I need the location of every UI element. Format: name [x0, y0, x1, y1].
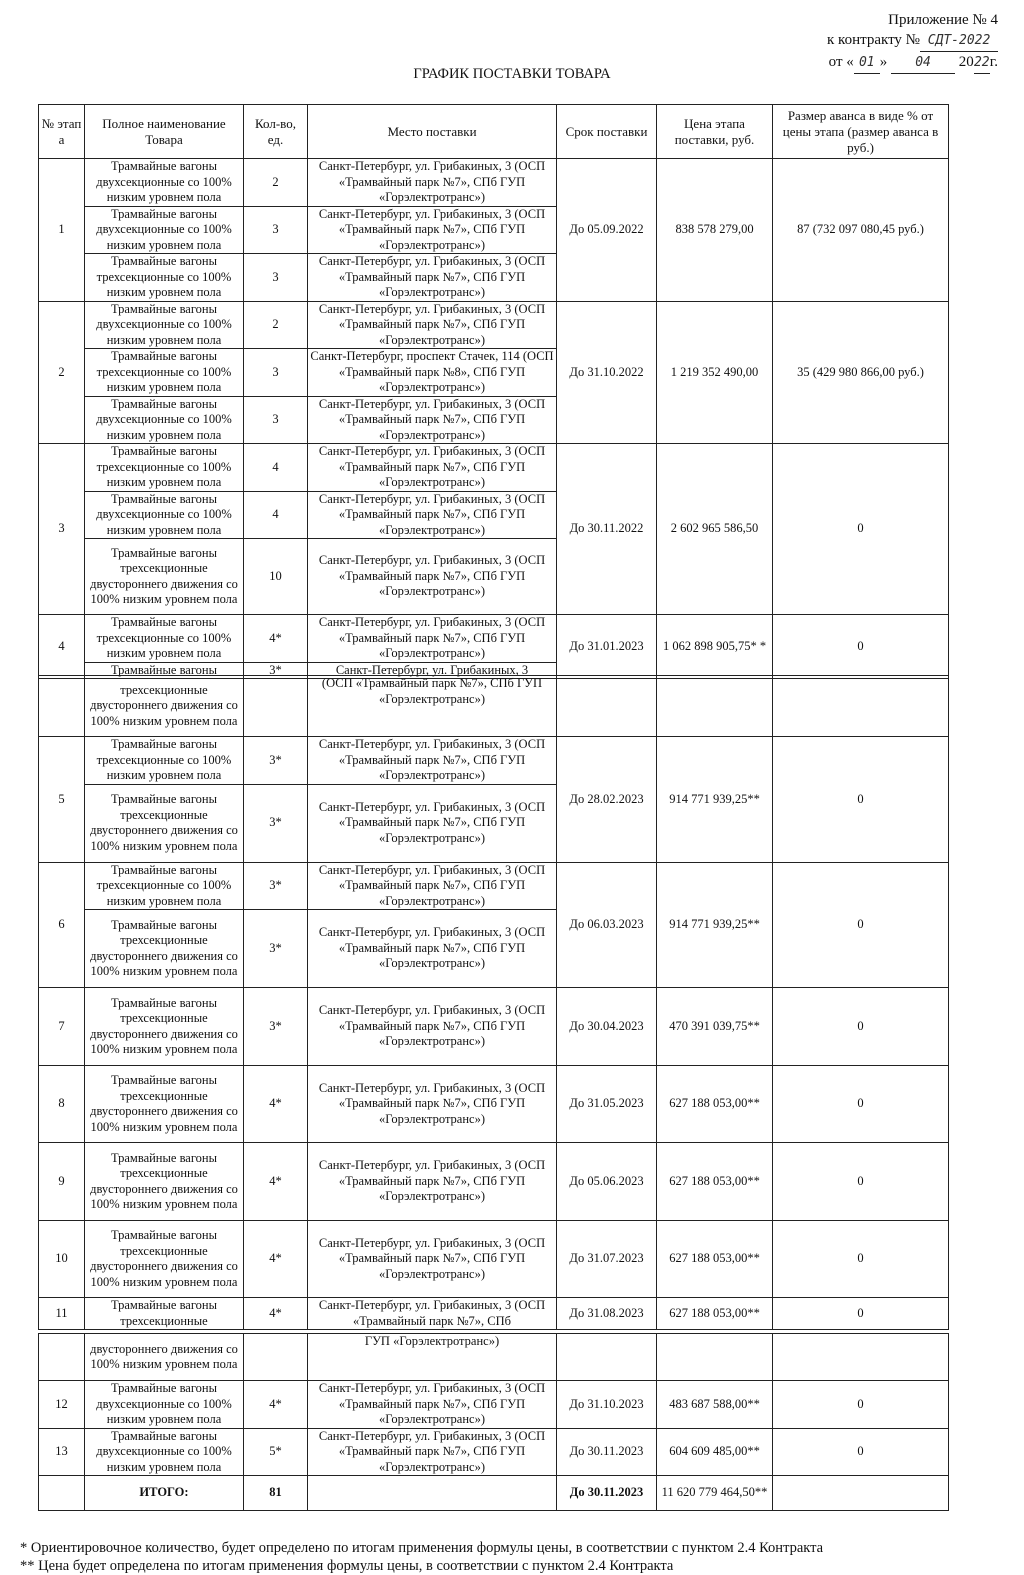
delivery-place: Санкт-Петербург, ул. Грибакиных, 3 (ОСП «Трамвайный парк №7», СПб ГУП «Горэлектротранс»): [308, 539, 557, 615]
stage-advance: 0: [773, 1221, 949, 1298]
total-price: 11 620 779 464,50**: [657, 1476, 773, 1511]
delivery-place: Санкт-Петербург, ул. Грибакиных, 3 (ОСП «Трамвайный парк №7», СПб ГУП «Горэлектротранс»): [308, 615, 557, 663]
stage-price-cont: [657, 676, 773, 737]
delivery-term: До 31.10.2023: [557, 1381, 657, 1429]
stage-advance-cont: [773, 1334, 949, 1381]
table-row: [39, 444, 949, 492]
item-qty: 5*: [244, 1428, 308, 1476]
stage-advance-cont: [773, 676, 949, 737]
stage-number-cont: [39, 676, 85, 737]
item-qty: 4*: [244, 1143, 308, 1221]
item-qty: 3*: [244, 862, 308, 910]
stage-advance: 0: [773, 1143, 949, 1221]
stage-advance: 0: [773, 1428, 949, 1476]
total-empty: [39, 1476, 85, 1511]
delivery-place: Санкт-Петербург, ул. Грибакиных, 3 (ОСП «Трамвайный парк №7», СПб ГУП «Горэлектротранс»): [308, 206, 557, 254]
item-qty: 3*: [244, 784, 308, 862]
stage-price: 914 771 939,25**: [657, 737, 773, 863]
delivery-term: До 31.07.2023: [557, 1221, 657, 1298]
stage-price: 2 602 965 586,50: [657, 444, 773, 615]
table-row: [39, 1381, 949, 1429]
delivery-term: До 05.09.2022: [557, 159, 657, 302]
stage-price: 627 188 053,00**: [657, 1066, 773, 1143]
table-row: [39, 737, 949, 785]
stage-advance: 0: [773, 988, 949, 1066]
col-price: Цена этапа поставки, руб.: [657, 105, 773, 159]
delivery-term: До 28.02.2023: [557, 737, 657, 863]
table-row: [39, 1428, 949, 1476]
delivery-place: Санкт-Петербург, ул. Грибакиных, 3 (ОСП «Трамвайный парк №7», СПб: [308, 1298, 557, 1330]
col-qty: Кол-во, ед.: [244, 105, 308, 159]
stage-advance: 0: [773, 862, 949, 988]
total-label: ИТОГО:: [85, 1476, 244, 1511]
total-term: До 30.11.2023: [557, 1476, 657, 1511]
item-name: Трамвайные вагоны двухсекционные со 100% низким уровнем пола: [85, 1381, 244, 1429]
stage-advance: 0: [773, 444, 949, 615]
item-name: Трамвайные вагоны трехсекционные двустороннего движения со 100% низким уровнем пола: [85, 1221, 244, 1298]
contract-number-handwritten: СДТ-2022: [920, 31, 998, 52]
table-row: [39, 1143, 949, 1221]
stage-price: 1 219 352 490,00: [657, 301, 773, 444]
item-name: двустороннего движения со 100% низким уровнем пола: [85, 1334, 244, 1381]
item-name: Трамвайные вагоны трехсекционные со 100% низким уровнем пола: [85, 862, 244, 910]
stage-advance: 0: [773, 1066, 949, 1143]
table-row: [39, 676, 949, 737]
stage-price-cont: [657, 1334, 773, 1381]
table-header-row: [39, 105, 949, 159]
item-qty: 3: [244, 396, 308, 444]
item-name: Трамвайные вагоны двухсекционные со 100% низким уровнем пола: [85, 396, 244, 444]
stage-number: 8: [39, 1066, 85, 1143]
page-title: ГРАФИК ПОСТАВКИ ТОВАРА: [413, 66, 611, 82]
delivery-place: ГУП «Горэлектротранс»): [308, 1334, 557, 1381]
item-name: Трамвайные вагоны трехсекционные двустороннего движения со 100% низким уровнем пола: [85, 784, 244, 862]
delivery-place: Санкт-Петербург, ул. Грибакиных, 3 (ОСП «Трамвайный парк №7», СПб ГУП «Горэлектротранс»): [308, 910, 557, 988]
delivery-place: Санкт-Петербург, ул. Грибакиных, 3 (ОСП «Трамвайный парк №7», СПб ГУП «Горэлектротранс»): [308, 1381, 557, 1429]
table-row: [39, 1221, 949, 1298]
table-row: [39, 862, 949, 910]
schedule-table-part-2: [38, 675, 949, 1330]
col-term: Срок поставки: [557, 105, 657, 159]
item-qty: 4: [244, 444, 308, 492]
item-name: Трамвайные вагоны трехсекционные со 100% низким уровнем пола: [85, 737, 244, 785]
delivery-place: Санкт-Петербург, ул. Грибакиных, 3 (ОСП «Трамвайный парк №7», СПб ГУП «Горэлектротранс»): [308, 737, 557, 785]
item-name: Трамвайные вагоны трехсекционные двустороннего движения со 100% низким уровнем пола: [85, 988, 244, 1066]
schedule-table-part-3: [38, 1333, 949, 1511]
stage-advance: 0: [773, 737, 949, 863]
stage-number: 2: [39, 301, 85, 444]
item-name: Трамвайные вагоны трехсекционные со 100% низким уровнем пола: [85, 615, 244, 663]
item-qty: 2: [244, 159, 308, 207]
delivery-place: Санкт-Петербург, ул. Грибакиных, 3 (ОСП «Трамвайный парк №7», СПб ГУП «Горэлектротранс»): [308, 1143, 557, 1221]
stage-advance: 0: [773, 615, 949, 679]
item-qty-cont: [244, 1334, 308, 1381]
stage-advance: 0: [773, 1298, 949, 1330]
stage-price: 914 771 939,25**: [657, 862, 773, 988]
stage-number: 7: [39, 988, 85, 1066]
stage-price: 604 609 485,00**: [657, 1428, 773, 1476]
delivery-place: Санкт-Петербург, ул. Грибакиных, 3 (ОСП «Трамвайный парк №7», СПб ГУП «Горэлектротранс»): [308, 444, 557, 492]
delivery-term-cont: [557, 676, 657, 737]
stage-number: 6: [39, 862, 85, 988]
date-line: от « 01 » 04 2022г.: [827, 52, 998, 74]
delivery-place: Санкт-Петербург, ул. Грибакиных, 3: [308, 662, 557, 679]
delivery-term: До 30.11.2022: [557, 444, 657, 615]
item-name: Трамвайные вагоны двухсекционные со 100% низким уровнем пола: [85, 301, 244, 349]
item-name: Трамвайные вагоны двухсекционные со 100% низким уровнем пола: [85, 1428, 244, 1476]
delivery-term: До 30.04.2023: [557, 988, 657, 1066]
stage-number: 3: [39, 444, 85, 615]
item-qty: 4*: [244, 1381, 308, 1429]
delivery-term: До 06.03.2023: [557, 862, 657, 988]
delivery-place: Санкт-Петербург, ул. Грибакиных, 3 (ОСП «Трамвайный парк №7», СПб ГУП «Горэлектротранс»): [308, 254, 557, 302]
month-handwritten: 04: [891, 53, 955, 74]
stage-number: 11: [39, 1298, 85, 1330]
delivery-place: (ОСП «Трамвайный парк №7», СПб ГУП «Горэлектротранс»): [308, 676, 557, 737]
col-name: Полное наименование Товара: [85, 105, 244, 159]
item-name: Трамвайные вагоны трехсекционные со 100% низким уровнем пола: [85, 444, 244, 492]
delivery-place: Санкт-Петербург, ул. Грибакиных, 3 (ОСП «Трамвайный парк №7», СПб ГУП «Горэлектротранс»): [308, 491, 557, 539]
delivery-term: До 30.11.2023: [557, 1428, 657, 1476]
total-qty: 81: [244, 1476, 308, 1511]
item-qty: 10: [244, 539, 308, 615]
delivery-place: Санкт-Петербург, проспект Стачек, 114 (ОСП «Трамвайный парк №8», СПб ГУП «Горэлектротранс»): [308, 349, 557, 397]
item-qty: 3: [244, 254, 308, 302]
stage-price: 838 578 279,00: [657, 159, 773, 302]
stage-price: 627 188 053,00**: [657, 1143, 773, 1221]
footnote-price: ** Цена будет определена по итогам применения формулы цены, в соответствии с пунктом 2.4 Контракта: [20, 1558, 674, 1574]
item-name: Трамвайные вагоны трехсекционные двустороннего движения со 100% низким уровнем пола: [85, 910, 244, 988]
table-row: [39, 1066, 949, 1143]
table-row: [39, 1334, 949, 1381]
delivery-term: До 31.10.2022: [557, 301, 657, 444]
delivery-place: Санкт-Петербург, ул. Грибакиных, 3 (ОСП «Трамвайный парк №7», СПб ГУП «Горэлектротранс»): [308, 784, 557, 862]
item-name: Трамвайные вагоны трехсекционные двустороннего движения со 100% низким уровнем пола: [85, 1143, 244, 1221]
stage-number: 1: [39, 159, 85, 302]
stage-price: 627 188 053,00**: [657, 1298, 773, 1330]
stage-advance: 35 (429 980 866,00 руб.): [773, 301, 949, 444]
stage-price: 1 062 898 905,75* *: [657, 615, 773, 679]
stage-advance: 87 (732 097 080,45 руб.): [773, 159, 949, 302]
item-qty: 3*: [244, 988, 308, 1066]
table-row: [39, 615, 949, 663]
stage-price: 483 687 588,00**: [657, 1381, 773, 1429]
stage-number: 9: [39, 1143, 85, 1221]
footnote-quantity: * Ориентировочное количество, будет определено по итогам применения формулы цены, в соответствии с пунктом 2.4 Контракта: [20, 1540, 824, 1556]
stage-number: 4: [39, 615, 85, 679]
item-qty: 4*: [244, 615, 308, 663]
delivery-place: Санкт-Петербург, ул. Грибакиных, 3 (ОСП «Трамвайный парк №7», СПб ГУП «Горэлектротранс»): [308, 1428, 557, 1476]
contract-line: к контракту № СДТ-2022: [827, 30, 998, 52]
total-place-empty: [308, 1476, 557, 1511]
stage-number: 13: [39, 1428, 85, 1476]
day-handwritten: 01: [854, 53, 880, 74]
stage-advance: 0: [773, 1381, 949, 1429]
delivery-place: Санкт-Петербург, ул. Грибакиных, 3 (ОСП «Трамвайный парк №7», СПб ГУП «Горэлектротранс»): [308, 301, 557, 349]
item-qty: 3*: [244, 737, 308, 785]
stage-number: 10: [39, 1221, 85, 1298]
table-row: [39, 988, 949, 1066]
item-qty-cont: [244, 676, 308, 737]
item-name: Трамвайные вагоны трехсекционные со 100% низким уровнем пола: [85, 254, 244, 302]
total-row: [39, 1476, 949, 1511]
item-name: Трамвайные вагоны трехсекционные: [85, 1298, 244, 1330]
document-header: [827, 10, 998, 74]
stage-number: 12: [39, 1381, 85, 1429]
delivery-place: Санкт-Петербург, ул. Грибакиных, 3 (ОСП «Трамвайный парк №7», СПб ГУП «Горэлектротранс»): [308, 862, 557, 910]
delivery-place: Санкт-Петербург, ул. Грибакиных, 3 (ОСП «Трамвайный парк №7», СПб ГУП «Горэлектротранс»): [308, 159, 557, 207]
item-name: Трамвайные вагоны двухсекционные со 100% низким уровнем пола: [85, 159, 244, 207]
delivery-term-cont: [557, 1334, 657, 1381]
item-qty: 2: [244, 301, 308, 349]
item-qty: 4*: [244, 1221, 308, 1298]
delivery-term: До 05.06.2023: [557, 1143, 657, 1221]
stage-price: 627 188 053,00**: [657, 1221, 773, 1298]
year-handwritten: 22: [974, 53, 990, 74]
total-advance-empty: [773, 1476, 949, 1511]
item-name: Трамвайные вагоны двухсекционные со 100% низким уровнем пола: [85, 491, 244, 539]
schedule-table-part-1: [38, 104, 949, 679]
delivery-term: До 31.05.2023: [557, 1066, 657, 1143]
col-advance: Размер аванса в виде % от цены этапа (размер аванса в руб.): [773, 105, 949, 159]
item-name: Трамвайные вагоны трехсекционные со 100% низким уровнем пола: [85, 349, 244, 397]
item-qty: 4: [244, 491, 308, 539]
delivery-term: До 31.01.2023: [557, 615, 657, 679]
table-row: [39, 301, 949, 349]
item-name: Трамвайные вагоны: [85, 662, 244, 679]
stage-number: 5: [39, 737, 85, 863]
item-qty: 4*: [244, 1298, 308, 1330]
delivery-place: Санкт-Петербург, ул. Грибакиных, 3 (ОСП «Трамвайный парк №7», СПб ГУП «Горэлектротранс»): [308, 988, 557, 1066]
stage-price: 470 391 039,75**: [657, 988, 773, 1066]
delivery-place: Санкт-Петербург, ул. Грибакиных, 3 (ОСП «Трамвайный парк №7», СПб ГУП «Горэлектротранс»): [308, 1066, 557, 1143]
col-place: Место поставки: [308, 105, 557, 159]
table-row: [39, 1298, 949, 1330]
item-qty: 4*: [244, 1066, 308, 1143]
table-row: [39, 159, 949, 207]
item-name: Трамвайные вагоны трехсекционные двустороннего движения со 100% низким уровнем пола: [85, 539, 244, 615]
delivery-place: Санкт-Петербург, ул. Грибакиных, 3 (ОСП «Трамвайный парк №7», СПб ГУП «Горэлектротранс»): [308, 1221, 557, 1298]
item-qty: 3*: [244, 910, 308, 988]
item-name: Трамвайные вагоны двухсекционные со 100% низким уровнем пола: [85, 206, 244, 254]
item-qty: 3: [244, 349, 308, 397]
item-name: трехсекционные двустороннего движения со 100% низким уровнем пола: [85, 676, 244, 737]
item-qty: 3*: [244, 662, 308, 679]
stage-number-cont: [39, 1334, 85, 1381]
item-qty: 3: [244, 206, 308, 254]
appendix-label: Приложение № 4: [888, 12, 998, 28]
delivery-term: До 31.08.2023: [557, 1298, 657, 1330]
item-name: Трамвайные вагоны трехсекционные двустороннего движения со 100% низким уровнем пола: [85, 1066, 244, 1143]
delivery-place: Санкт-Петербург, ул. Грибакиных, 3 (ОСП «Трамвайный парк №7», СПб ГУП «Горэлектротранс»): [308, 396, 557, 444]
col-stage: № этап а: [39, 105, 85, 159]
